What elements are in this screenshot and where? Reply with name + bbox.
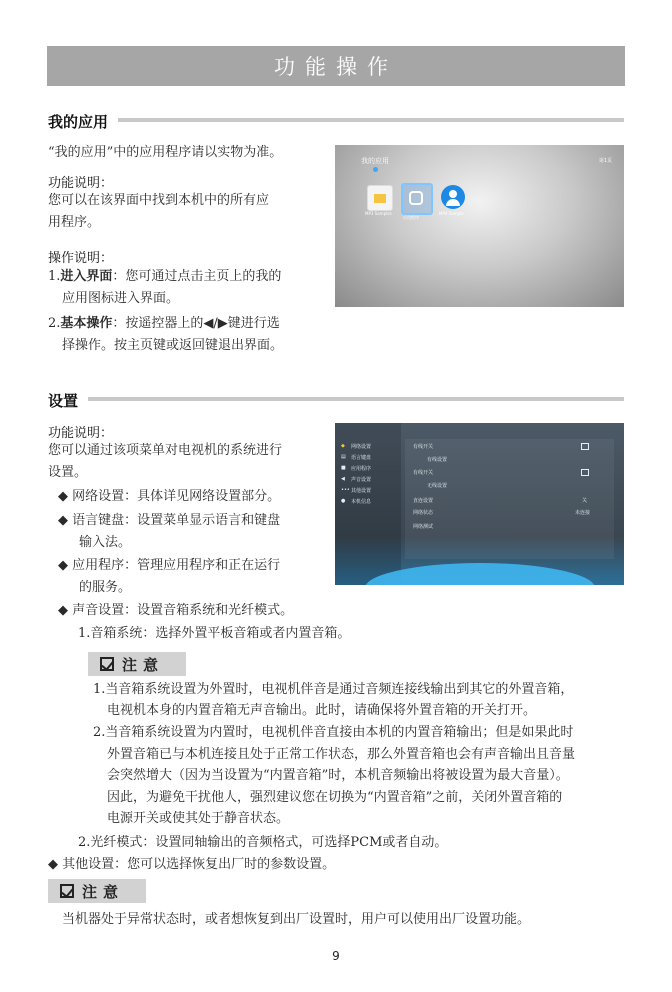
settings-bullet: ◆ 应用程序：管理应用程序和正在运行 bbox=[58, 558, 281, 573]
wifi-icon: ◆ bbox=[341, 443, 345, 449]
bullet-text: 网络设置：具体详见网络设置部分。 bbox=[72, 489, 281, 504]
step-number: 2. bbox=[48, 316, 61, 331]
section-rule bbox=[118, 118, 624, 122]
settings-bullet: ◆ 语言键盘：设置菜单显示语言和键盘 bbox=[58, 513, 281, 528]
my-apps-step-1 bbox=[48, 266, 281, 288]
bullet-text-cont: 输入法。 bbox=[79, 535, 132, 550]
my-apps-func-line: 您可以在该界面中找到本机中的所有应 bbox=[48, 193, 270, 208]
settings-screenshot bbox=[335, 423, 624, 585]
checkbox-checked-icon bbox=[581, 443, 589, 450]
note-line: 电源开关或使其处于静音状态。 bbox=[107, 811, 290, 826]
settings-menu-item: 声音设置 bbox=[351, 477, 372, 483]
step-keyword: 进入界面 bbox=[60, 269, 113, 284]
bullet-text: 语言键盘：设置菜单显示语言和键盘 bbox=[72, 513, 281, 528]
note-line: 因此，为避免干扰他人，强烈建议您在切换为“内置音箱”之前，关闭外置音箱的 bbox=[107, 790, 563, 805]
person-app-icon bbox=[441, 185, 465, 209]
my-apps-op-heading: 操作说明： bbox=[48, 251, 114, 266]
settings-row-label: 有线设置 bbox=[427, 457, 448, 463]
folder-app-icon bbox=[367, 185, 393, 211]
speaker-icon: ◀ bbox=[341, 476, 345, 482]
focus-dot bbox=[373, 167, 378, 172]
settings-row-value: 未连接 bbox=[575, 510, 591, 516]
settings-menu-item: 其他设置 bbox=[351, 488, 372, 494]
bullet-text: 声音设置：设置音箱系统和光纤模式。 bbox=[72, 603, 294, 618]
my-apps-step-2 bbox=[48, 313, 280, 335]
settings-row-label: 无线设置 bbox=[427, 483, 448, 489]
bullet-text-cont: 的服务。 bbox=[79, 580, 132, 595]
note-line: 电视机本身的内置音箱无声音输出。此时，请确保将外置音箱的开关打开。 bbox=[107, 703, 537, 718]
chapter-header bbox=[47, 46, 625, 86]
screenshot-header: 我的应用 bbox=[361, 157, 389, 165]
settings-func-line: 设置。 bbox=[48, 465, 88, 480]
checkbox-note-icon bbox=[60, 884, 74, 898]
settings-func-line: 您可以通过该项菜单对电视机的系统进行 bbox=[48, 443, 283, 458]
bullet-text: 应用程序：管理应用程序和正在运行 bbox=[72, 558, 281, 573]
checkbox-note-icon bbox=[100, 657, 114, 671]
my-apps-func-heading: 功能说明： bbox=[48, 176, 114, 191]
step-number: 1. bbox=[48, 269, 61, 284]
sound-item-1: 1.音箱系统：选择外置平板音箱或者内置音箱。 bbox=[78, 626, 351, 641]
note-label: 注意 bbox=[122, 655, 165, 674]
my-apps-func-line: 用程序。 bbox=[48, 215, 101, 230]
settings-menu-item: 语言键盘 bbox=[351, 455, 372, 461]
section-rule bbox=[88, 397, 624, 401]
settings-func-heading: 功能说明： bbox=[48, 426, 114, 441]
keyboard-icon: ▤ bbox=[341, 454, 346, 460]
note-line: 会突然增大（因为当设置为“内置音箱”时，本机音频输出将被设置为最大音量）。 bbox=[107, 768, 569, 783]
settings-row-label: 有线开关 bbox=[413, 470, 434, 476]
my-apps-step-1-cont: 应用图标进入界面。 bbox=[62, 291, 180, 306]
step-keyword: 基本操作 bbox=[60, 316, 113, 331]
chapter-title: 功能操作 bbox=[274, 55, 398, 79]
settings-menu-item: 本机信息 bbox=[351, 499, 372, 505]
my-apps-screenshot bbox=[335, 145, 624, 307]
bottom-note-text: 当机器处于异常状态时，或者想恢复到出厂设置时，用户可以使用出厂设置功能。 bbox=[62, 912, 531, 927]
note-line: 1.当音箱系统设置为外置时，电视机伴音是通过音频连接线输出到其它的外置音箱， bbox=[93, 682, 574, 697]
more-icon: ••• bbox=[341, 487, 350, 493]
settings-bullet: ◆ 网络设置：具体详见网络设置部分。 bbox=[58, 489, 281, 504]
settings-menu-item: 网络设置 bbox=[351, 444, 372, 450]
settings-row-label: 网络状态 bbox=[413, 510, 434, 516]
section-title-my-apps: 我的应用 bbox=[48, 113, 109, 131]
app-manager-icon bbox=[401, 183, 433, 215]
settings-bullet: ◆ 声音设置：设置音箱系统和光纤模式。 bbox=[58, 603, 294, 618]
settings-row-value: 关 bbox=[582, 498, 588, 504]
settings-row-label: 直连设置 bbox=[413, 498, 434, 504]
settings-menu-item: 应用程序 bbox=[351, 466, 372, 472]
bullet-text: 其他设置：您可以选择恢复出厂时的参数设置。 bbox=[62, 857, 336, 872]
section-title-settings: 设置 bbox=[48, 392, 79, 410]
step-text: ：按遥控器上的◀/▶键进行选 bbox=[112, 316, 280, 331]
app-label: 应用程序 bbox=[403, 215, 419, 220]
info-icon: ● bbox=[341, 498, 346, 504]
settings-bullet-other: ◆ 其他设置：您可以选择恢复出厂时的参数设置。 bbox=[48, 857, 336, 872]
note-line: 外置音箱已与本机连接且处于正常工作状态，那么外置音箱也会有声音输出且音量 bbox=[107, 747, 576, 762]
my-apps-intro: “我的应用”中的应用程序请以实物为准。 bbox=[48, 145, 283, 160]
note-badge bbox=[88, 652, 186, 676]
note-label: 注意 bbox=[82, 882, 125, 901]
apps-icon: ■ bbox=[341, 465, 346, 471]
note-line: 2.当音箱系统设置为内置时，电视机伴音直接由本机的内置音箱输出；但是如果此时 bbox=[93, 725, 574, 740]
sound-item-2: 2.光纤模式：设置同轴输出的音频格式，可选择PCM或者自动。 bbox=[78, 835, 448, 850]
settings-row-label: 网络测试 bbox=[413, 524, 434, 530]
checkbox-icon bbox=[581, 469, 589, 476]
page-number: 9 bbox=[332, 949, 340, 963]
note-badge bbox=[48, 879, 146, 903]
settings-row-label: 有线开关 bbox=[413, 444, 434, 450]
app-label: MP3 Samples bbox=[365, 211, 392, 216]
my-apps-step-2-cont: 择操作。按主页键或返回键退出界面。 bbox=[62, 338, 284, 353]
screenshot-page-indicator: 第1页 bbox=[598, 158, 612, 164]
step-text: ：您可通过点击主页上的我的 bbox=[112, 269, 282, 284]
app-label: MP4 Sample bbox=[439, 211, 464, 216]
